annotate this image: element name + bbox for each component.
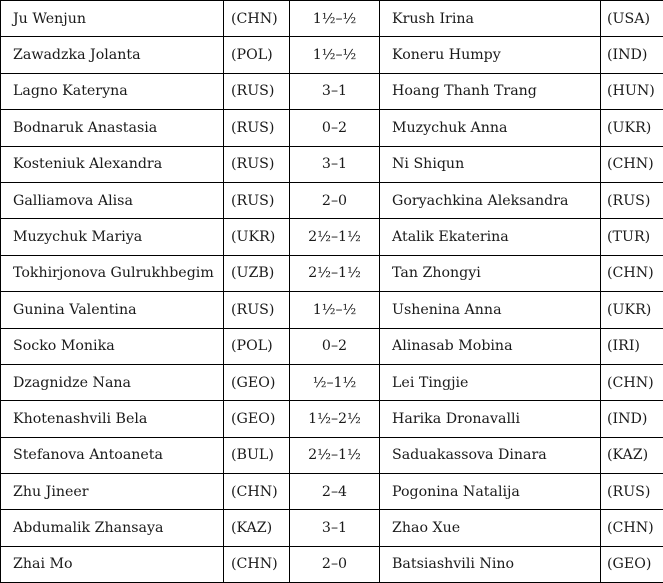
player-name-1: Khotenashvili Bela [1,401,224,437]
match-score: 3–1 [290,510,380,546]
federation-1: (RUS) [224,146,290,182]
federation-1: (GEO) [224,401,290,437]
federation-2: (UKR) [601,110,663,146]
federation-2: (RUS) [601,474,663,510]
match-score: 2–4 [290,474,380,510]
federation-2: (TUR) [601,219,663,255]
match-score: 1½–½ [290,1,380,37]
table-row [1,1,663,37]
player-name-2: Zhao Xue [380,510,601,546]
match-score: 0–2 [290,110,380,146]
player-name-1: Zhu Jineer [1,474,224,510]
player-name-2: Tan Zhongyi [380,255,601,291]
federation-1: (RUS) [224,110,290,146]
player-name-1: Galliamova Alisa [1,182,224,218]
player-name-2: Alinasab Mobina [380,328,601,364]
table-row [1,219,663,255]
table-row [1,401,663,437]
table-row [1,510,663,546]
federation-1: (POL) [224,328,290,364]
federation-2: (IND) [601,37,663,73]
federation-2: (CHN) [601,255,663,291]
player-name-1: Zhai Mo [1,546,224,582]
federation-2: (CHN) [601,364,663,400]
player-name-2: Koneru Humpy [380,37,601,73]
player-name-1: Kosteniuk Alexandra [1,146,224,182]
player-name-2: Goryachkina Aleksandra [380,182,601,218]
player-name-2: Krush Irina [380,1,601,37]
federation-2: (RUS) [601,182,663,218]
federation-1: (GEO) [224,364,290,400]
match-score: 1½–½ [290,292,380,328]
player-name-2: Muzychuk Anna [380,110,601,146]
match-score: 1½–½ [290,37,380,73]
player-name-2: Saduakassova Dinara [380,437,601,473]
player-name-1: Stefanova Antoaneta [1,437,224,473]
player-name-1: Ju Wenjun [1,1,224,37]
federation-1: (RUS) [224,73,290,109]
match-score: 2½–1½ [290,219,380,255]
table-row [1,110,663,146]
federation-1: (CHN) [224,474,290,510]
table-row [1,437,663,473]
player-name-1: Abdumalik Zhansaya [1,510,224,546]
player-name-1: Socko Monika [1,328,224,364]
federation-1: (BUL) [224,437,290,473]
federation-1: (CHN) [224,1,290,37]
match-score: ½–1½ [290,364,380,400]
federation-1: (POL) [224,37,290,73]
table-row [1,73,663,109]
match-score: 3–1 [290,146,380,182]
federation-1: (RUS) [224,292,290,328]
player-name-1: Tokhirjonova Gulrukhbegim [1,255,224,291]
player-name-2: Hoang Thanh Trang [380,73,601,109]
match-score: 0–2 [290,328,380,364]
match-score: 3–1 [290,73,380,109]
federation-1: (KAZ) [224,510,290,546]
player-name-1: Bodnaruk Anastasia [1,110,224,146]
federation-1: (CHN) [224,546,290,582]
table-row [1,37,663,73]
table-row [1,255,663,291]
player-name-1: Muzychuk Mariya [1,219,224,255]
federation-2: (HUN) [601,73,663,109]
federation-2: (IRI) [601,328,663,364]
federation-1: (UKR) [224,219,290,255]
federation-2: (CHN) [601,146,663,182]
player-name-2: Ushenina Anna [380,292,601,328]
player-name-1: Gunina Valentina [1,292,224,328]
table-row [1,546,663,582]
table-row [1,364,663,400]
player-name-2: Batsiashvili Nino [380,546,601,582]
player-name-1: Lagno Kateryna [1,73,224,109]
match-score: 1½–2½ [290,401,380,437]
federation-2: (CHN) [601,510,663,546]
federation-2: (USA) [601,1,663,37]
match-score: 2½–1½ [290,437,380,473]
player-name-2: Ni Shiqun [380,146,601,182]
table-row [1,328,663,364]
player-name-2: Atalik Ekaterina [380,219,601,255]
results-table-body [1,1,663,583]
table-row [1,474,663,510]
player-name-2: Harika Dronavalli [380,401,601,437]
federation-2: (KAZ) [601,437,663,473]
federation-1: (UZB) [224,255,290,291]
player-name-1: Dzagnidze Nana [1,364,224,400]
player-name-2: Pogonina Natalija [380,474,601,510]
player-name-1: Zawadzka Jolanta [1,37,224,73]
table-row [1,292,663,328]
match-score: 2½–1½ [290,255,380,291]
player-name-2: Lei Tingjie [380,364,601,400]
match-score: 2–0 [290,546,380,582]
match-score: 2–0 [290,182,380,218]
table-row [1,146,663,182]
federation-2: (GEO) [601,546,663,582]
federation-1: (RUS) [224,182,290,218]
table-row [1,182,663,218]
federation-2: (IND) [601,401,663,437]
federation-2: (UKR) [601,292,663,328]
